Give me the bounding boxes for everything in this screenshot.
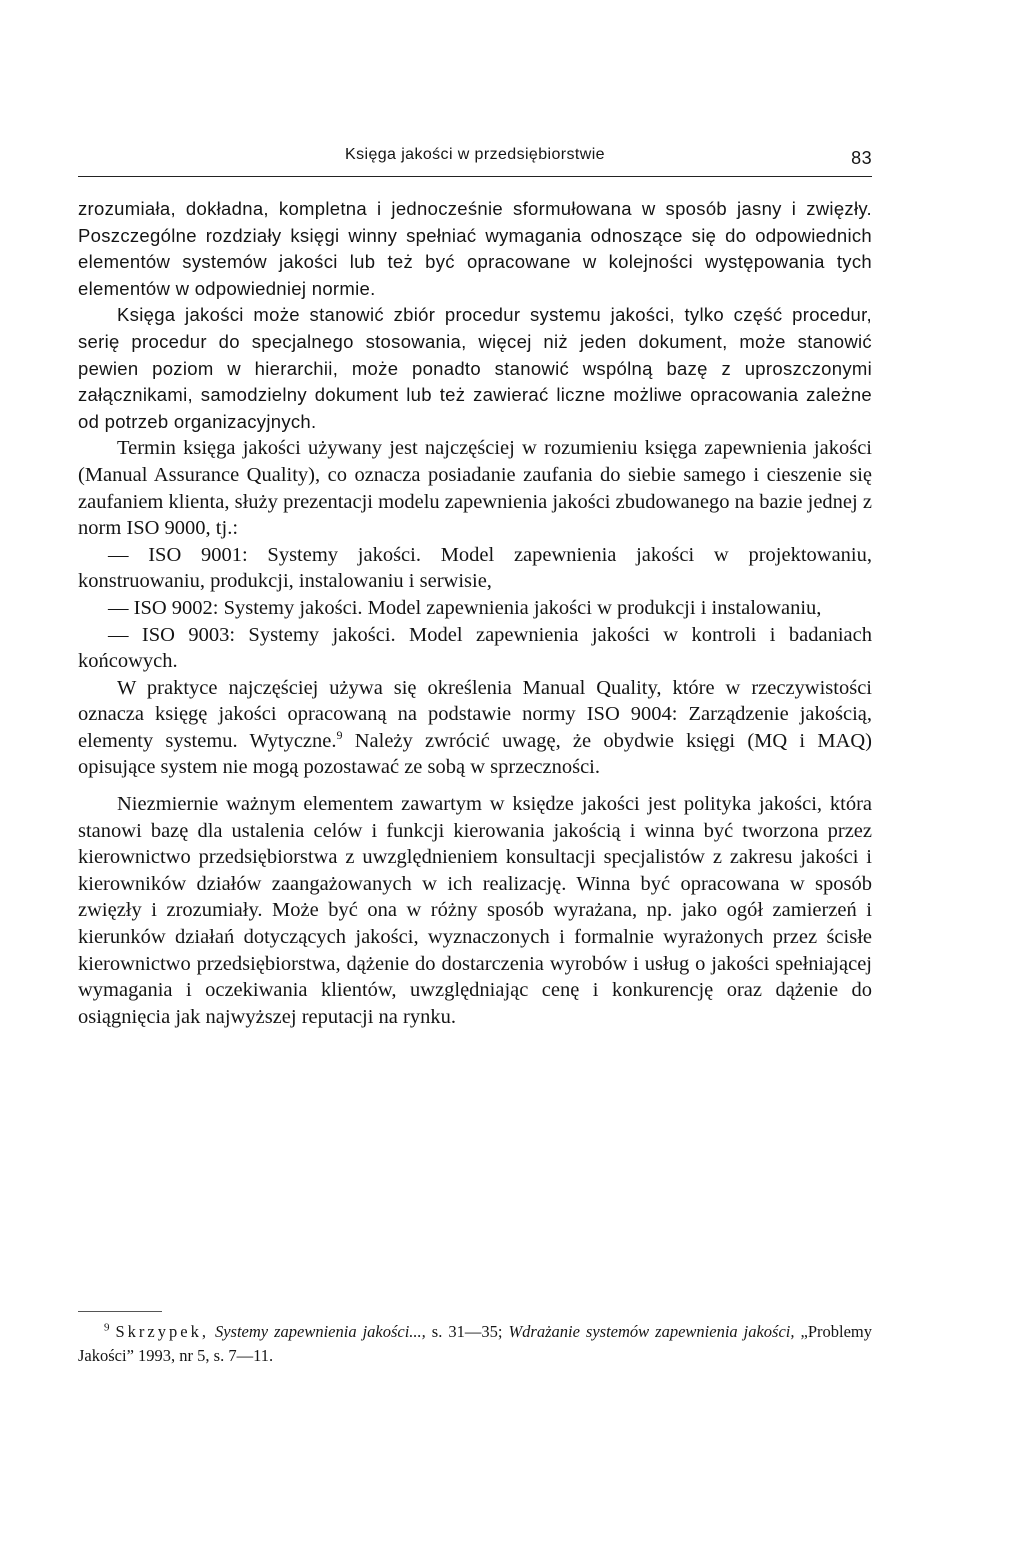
book-page [78, 0, 872, 1550]
paragraph: zrozumiała, dokładna, kompletna i jednocześnie sformułowana w sposób jasny i zwięzły. Poszczególne rozdziały księgi winny spełniać wymagania odnoszące się do odpowiednich elementów systemów jakości lub też być opracowane w kolejności występowania tych elementów w odpowiedniej normie. [78, 198, 872, 299]
paragraph-text: Należy zwrócić uwagę, że obydwie księgi (MQ i MAQ) opisujące system nie mogą pozostawać ze sobą w sprzeczności. [78, 729, 873, 779]
running-title: Księga jakości w przedsiębiorstwie [345, 146, 605, 163]
list-item: — ISO 9001: Systemy jakości. Model zapewnienia jakości w projektowaniu, konstruowaniu, produkcji, instalowaniu i serwisie, [78, 543, 872, 593]
footnote-title: Systemy zapewnienia jakości..., [214, 1322, 426, 1341]
paragraph: Niezmiernie ważnym elementem zawartym w księdze jakości jest polityka jakości, która stanowi bazę dla ustalenia celów i funkcji kierowania jakością i winna być tworzona przez kierownictwo przedsiębiorstwa z uwzględnieniem konsultacji specjalistów z zakresu jakości i kierowników działów zaangażowanych w ich realizację. Winna być opracowana w sposób zwięzły i zrozumiały. Może być ona w różny sposób wyrażana, np. jako ogół zamierzeń i kierunków działań dotyczących jakości, wyznaczonych i formalnie wyrażonych przez ścisłe kierownictwo przedsiębiorstwa, dążenie do dostarczenia wyrobów i usług o jakości spełniającej wymagania i oczekiwania klientów, uwzględniając cenę i konkurencję oraz dążenie do osiągnięcia jak najwyższej reputacji na rynku. [78, 793, 872, 1028]
footnote-author: Skrzypek, [115, 1322, 209, 1341]
paragraph: Termin księga jakości używany jest najczęściej w rozumieniu księga zapewnienia jakości (Manual Assurance Quality), co oznacza posiadanie zaufania do siebie samego i cieszenie się zaufaniem klienta, służy prezentacji modelu zapewnienia jakości zbudowanego na bazie jednej z norm ISO 9000, tj.: [78, 437, 872, 540]
paragraph-with-footnote-ref [78, 675, 872, 781]
page-number: 83 [851, 148, 872, 168]
paragraph: Księga jakości może stanowić zbiór procedur systemu jakości, tylko część procedur, serię procedur do specjalnego stosowania, więcej niż jeden dokument, może stanowić pewien poziom w hierarchii, może ponadto stanowić wspólną bazę z uproszczonymi załącznikami, samodzielny dokument lub też zawierać liczne możliwe opracowania zależne od potrzeb organizacyjnych. [78, 304, 872, 432]
list-item: — ISO 9002: Systemy jakości. Model zapewnienia jakości w produkcji i instalowaniu, [108, 596, 822, 619]
footnote-source: „Problemy Jakości” 1993, nr 5, s. 7—11. [78, 1322, 872, 1365]
footnote-pages: s. 31—35; [425, 1322, 509, 1341]
footnote-divider [78, 1311, 162, 1312]
body-text [78, 196, 872, 1030]
footnote [78, 1320, 872, 1368]
running-head [78, 144, 872, 177]
paragraph-text: W praktyce najczęściej używa się określenia Manual Quality, które w rzeczywistości oznacza księgę jakości opracowaną na podstawie normy ISO 9004: Zarządzenie jakością, elementy systemu. Wytyczne. [78, 676, 872, 752]
list-item: — ISO 9003: Systemy jakości. Model zapewnienia jakości w kontroli i badaniach końcowych. [78, 623, 872, 673]
footnote-marker: 9 [104, 1321, 110, 1334]
footnote-title: Wdrażanie systemów zapewnienia jakości, [508, 1322, 795, 1341]
footnote-reference: 9 [336, 728, 343, 743]
